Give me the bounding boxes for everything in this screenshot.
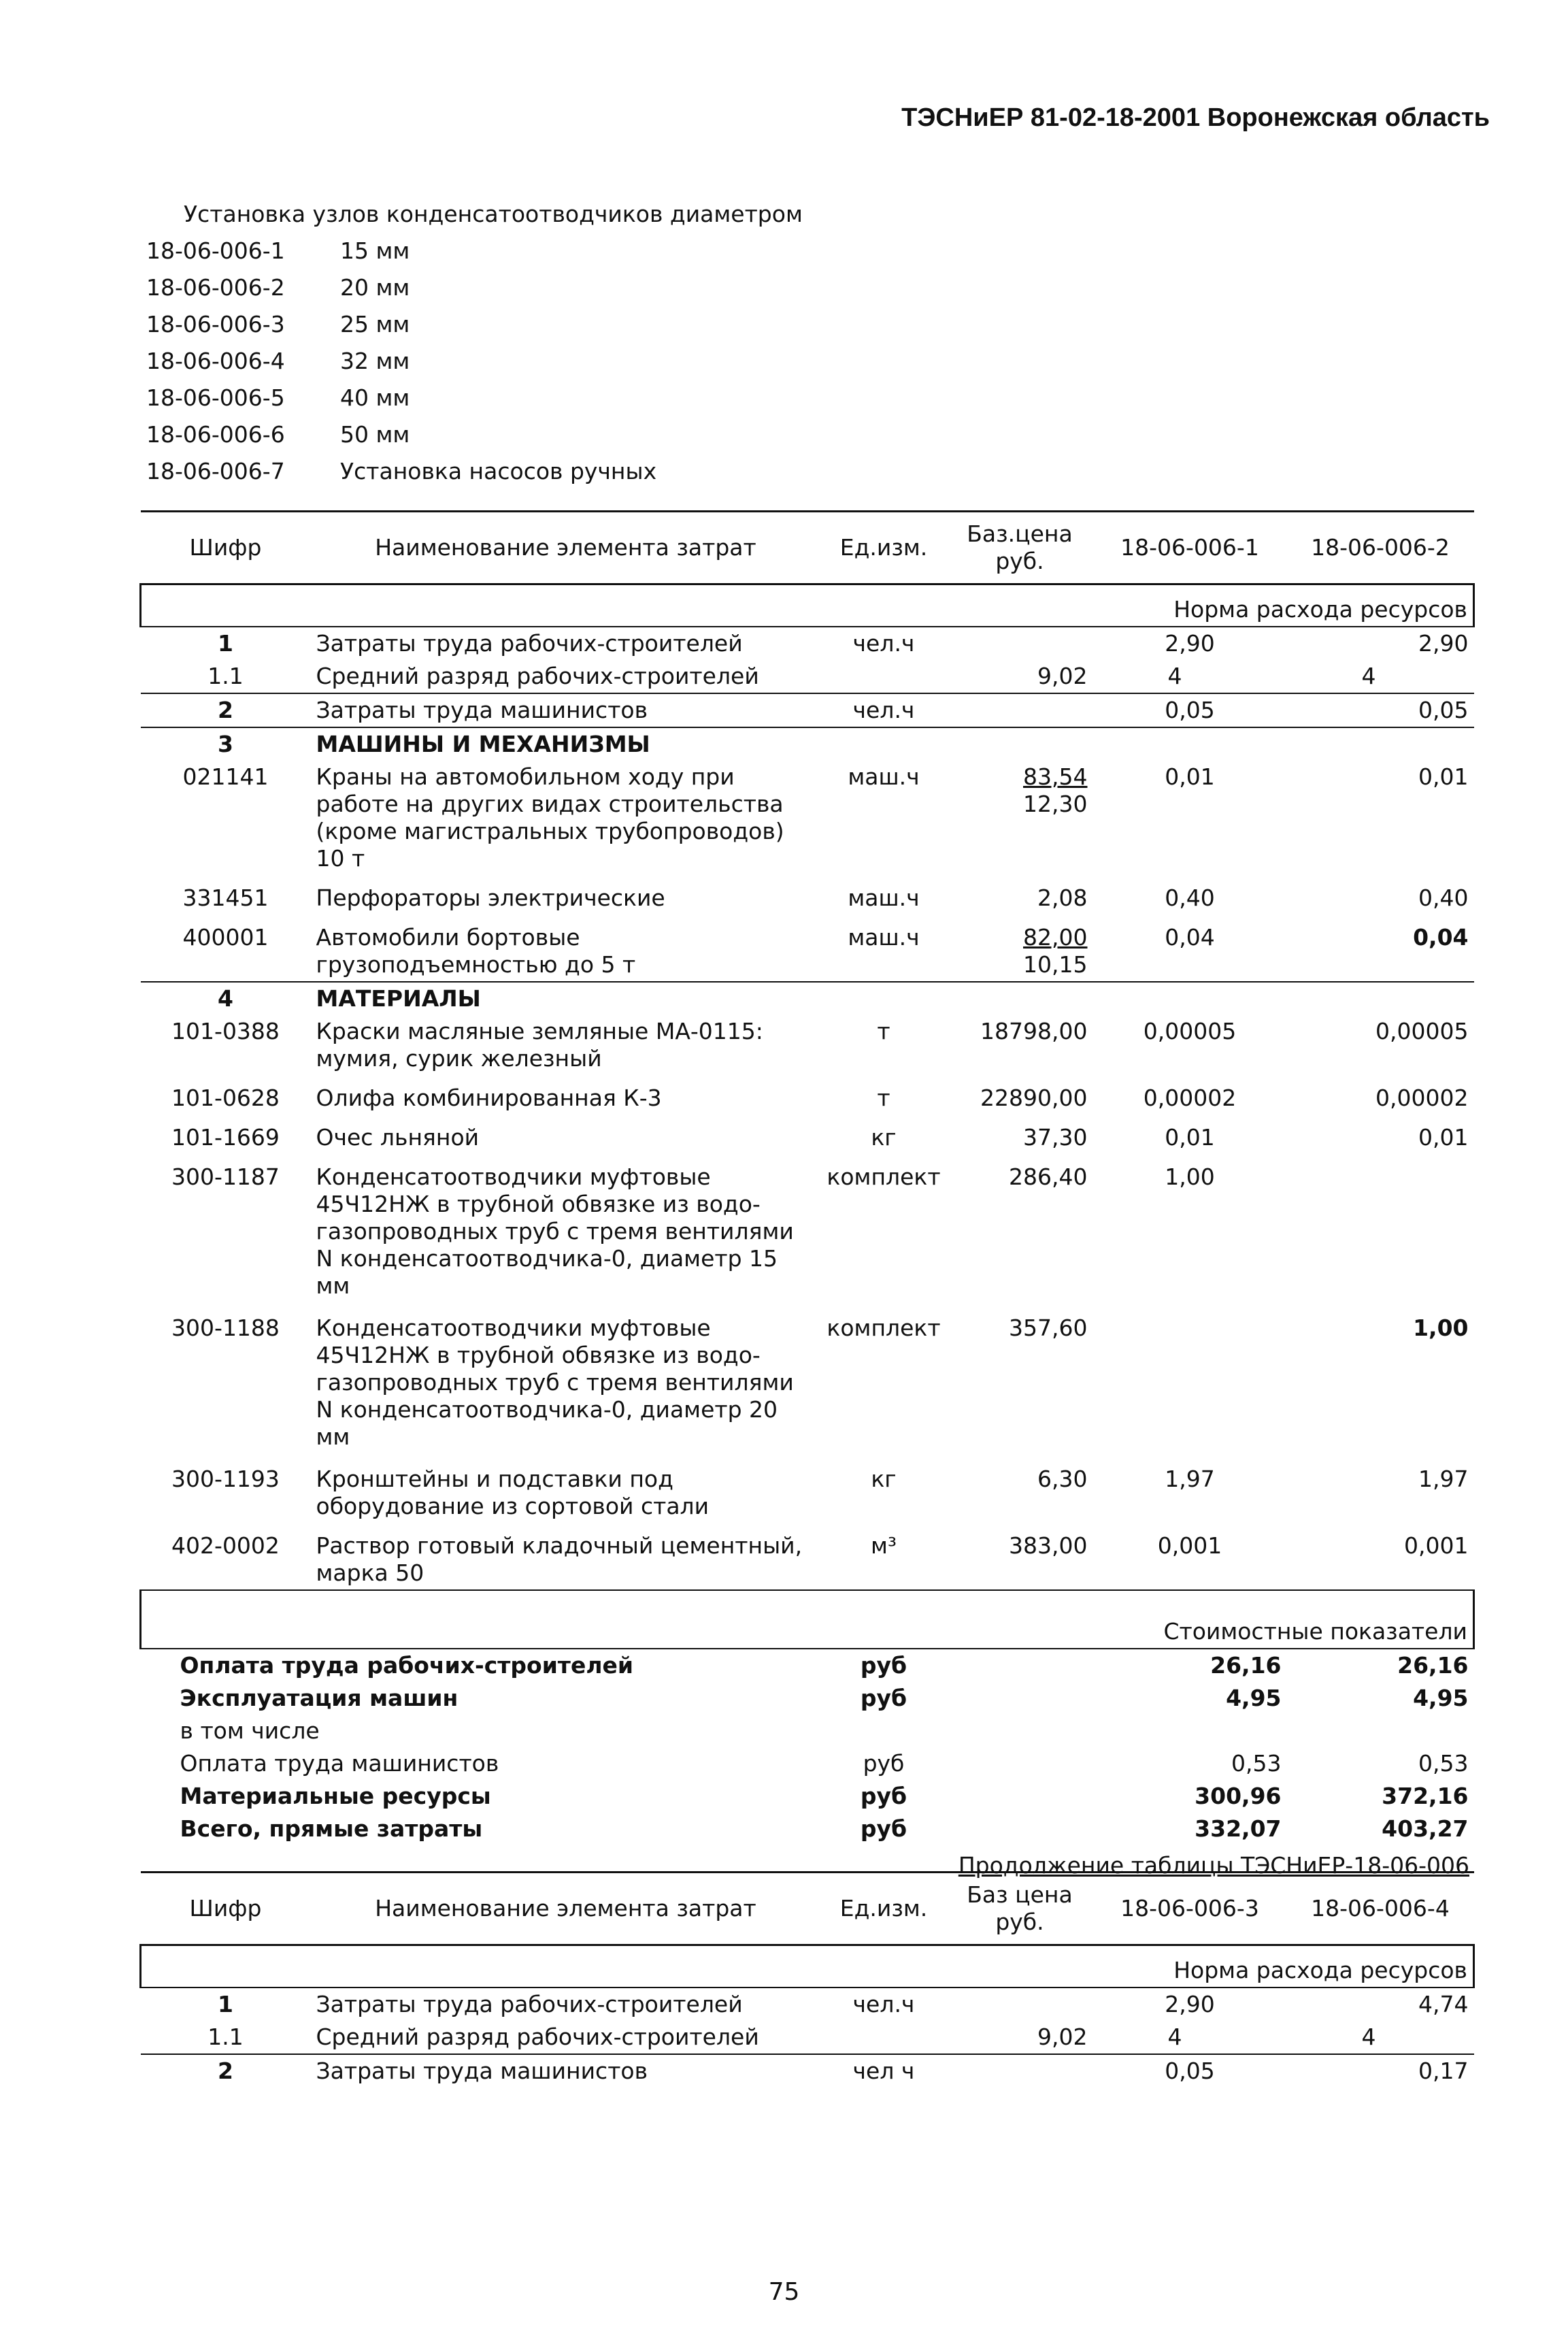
summary-price [947,1813,1093,1845]
summary-value-1: 26,16 [1093,1649,1287,1682]
cell-value-1: 1,97 [1165,1466,1215,1492]
cell-price [947,982,1093,1015]
norm-band-label: Норма расхода ресурсов [141,1945,1474,1988]
cell-name: Затраты труда машинистов [311,2054,821,2088]
col-header-norm-1: 18-06-006-3 [1093,1873,1287,1945]
cell-unit: кг [871,1466,897,1492]
cell-value-2: 0,001 [1404,1532,1469,1559]
cell-name: Краны на автомобильном ходу при работе на других видах строительства (кроме магистральных трубопроводов) 10 т [316,763,784,872]
cell-unit: чел.ч [821,627,947,660]
summary-value-2: 403,27 [1382,1815,1469,1842]
intro-code: 18-06-006-1 [146,237,285,264]
cell-name: Затраты труда рабочих-строителей [311,627,821,660]
col-header-price: Баз.цена руб. [947,512,1093,584]
cell-unit: маш.ч [848,885,920,911]
intro-item [146,380,803,416]
cell-name: МАШИНЫ И МЕХАНИЗМЫ [311,727,821,761]
cell-code: 1.1 [207,663,244,689]
col-header-unit: Ед.изм. [821,512,947,584]
summary-price [947,1649,1093,1682]
summary-unit: руб [860,1815,907,1842]
cell-unit: кг [871,1124,897,1151]
summary-name: в том числе [180,1717,320,1744]
cell-price [947,2054,1093,2088]
cell-code: 4 [141,982,311,1015]
intro-block [146,196,803,490]
cell-value-2: 0,04 [1413,924,1469,951]
cell-value-2 [1287,982,1474,1015]
intro-item [146,453,803,490]
intro-code: 18-06-006-7 [146,458,285,484]
cell-price: 2,08 [1037,885,1088,911]
cell-name: Раствор готовый кладочный цементный, марка 50 [316,1532,803,1586]
cell-name: Средний разряд рабочих-строителей [316,663,759,689]
cell-name: Конденсатоотводчики муфтовые 45Ч12НЖ в трубной обвязке из водо-газопроводных труб с тремя вентилями N конденсатоотводчика-0, диаметр 15 мм [316,1164,794,1299]
cell-name: Кронштейны и подставки под оборудование из сортовой стали [316,1466,710,1519]
summary-unit: руб [863,1750,905,1777]
cell-value-2: 1,00 [1413,1315,1469,1341]
col-header-code: Шифр [141,1873,311,1945]
cell-value-1 [1093,727,1287,761]
cell-unit [821,660,947,693]
intro-code: 18-06-006-6 [146,421,285,448]
cell-value-1: 2,90 [1093,627,1287,660]
cell-value-1: 2,90 [1093,1988,1287,2021]
resource-table-2 [139,1871,1475,2088]
cell-price [947,727,1093,761]
cell-code: 1 [141,627,311,660]
table-row [141,627,1474,660]
table-row [141,875,1474,914]
table-row [141,1154,1474,1302]
norm-band-row [141,584,1474,627]
cell-value-1: 0,04 [1165,924,1215,951]
cell-value-2: 4,74 [1287,1988,1474,2021]
cell-value-2: 0,01 [1418,1124,1469,1151]
intro-label: 15 мм [340,237,410,264]
table-row [141,982,1474,1015]
summary-name: Оплата труда рабочих-строителей [141,1649,821,1682]
cell-code: 101-1669 [171,1124,280,1151]
cell-value-2: 4 [1361,663,1376,689]
col-header-name: Наименование элемента затрат [311,1873,821,1945]
cell-price [947,627,1093,660]
table-header-row [141,512,1474,584]
cell-name: Автомобили бортовые грузоподъемностью до 5 т [316,924,636,978]
intro-item [146,416,803,453]
table-row [141,1015,1474,1075]
cell-unit: маш.ч [848,924,920,951]
table-row [141,914,1474,982]
norm-band-label: Норма расхода ресурсов [141,584,1474,627]
cell-code: 2 [141,2054,311,2088]
cell-value-1: 4 [1167,663,1182,689]
summary-row [141,1715,1474,1747]
summary-value-2 [1287,1715,1474,1747]
cost-band-label: Стоимостные показатели [141,1590,1474,1649]
table-row [141,761,1474,875]
intro-code: 18-06-006-4 [146,348,285,374]
table-row [141,727,1474,761]
summary-row [141,1780,1474,1813]
cell-value-1: 0,05 [1093,693,1287,727]
page-number: 75 [768,2278,800,2306]
cell-code: 2 [141,693,311,727]
cell-price: 357,60 [1009,1315,1088,1341]
summary-unit [821,1715,947,1747]
cell-code: 021141 [182,763,269,790]
cell-price: 6,30 [1037,1466,1088,1492]
cell-value-1: 0,001 [1157,1532,1222,1559]
norm-band-row [141,1945,1474,1988]
cell-unit: комплект [827,1315,941,1341]
cell-name: Перфораторы электрические [316,885,665,911]
table-row [141,1115,1474,1154]
summary-value-1: 332,07 [1195,1815,1282,1842]
cell-code: 402-0002 [171,1532,280,1559]
summary-row [141,1813,1474,1845]
intro-code: 18-06-006-5 [146,384,285,411]
summary-value-1: 300,96 [1195,1783,1282,1809]
price-value: 83,54 [1023,763,1088,790]
summary-value-1 [1093,1715,1287,1747]
cost-band-row [141,1590,1474,1649]
cell-price: 286,40 [1009,1164,1088,1190]
cell-value-2: 0,00002 [1375,1085,1469,1111]
summary-unit: руб [860,1783,907,1809]
summary-value-2: 0,53 [1418,1750,1469,1777]
cell-price: 9,02 [1037,663,1088,689]
summary-value-2: 4,95 [1413,1685,1469,1711]
summary-value-2: 26,16 [1287,1649,1474,1682]
col-header-price: Баз цена руб. [947,1873,1093,1945]
cell-price [947,914,1093,982]
cell-code: 101-0388 [171,1018,280,1044]
intro-label: Установка насосов ручных [340,458,657,484]
cell-value-1: 0,05 [1093,2054,1287,2088]
table-row [141,1453,1474,1523]
cell-unit [821,2021,947,2054]
intro-label: 50 мм [340,421,410,448]
cell-name: Краски масляные земляные МА-0115: мумия, сурик железный [316,1018,763,1072]
cell-name: Конденсатоотводчики муфтовые 45Ч12НЖ в трубной обвязке из водо-газопроводных труб с тремя вентилями N конденсатоотводчика-0, диаметр 20 мм [316,1315,794,1450]
cell-value-1: 0,01 [1165,763,1215,790]
cell-price: 383,00 [1009,1532,1088,1559]
intro-code: 18-06-006-2 [146,274,285,301]
cell-unit: чел.ч [821,1988,947,2021]
intro-item [146,343,803,380]
cell-unit [821,727,947,761]
summary-price [947,1715,1093,1747]
table-row [141,660,1474,693]
cell-code: 400001 [182,924,269,951]
intro-title: Установка узлов конденсатоотводчиков диаметром [184,201,803,227]
intro-item [146,269,803,306]
cell-code: 300-1193 [171,1466,280,1492]
col-header-unit: Ед.изм. [821,1873,947,1945]
table-row [141,1988,1474,2021]
summary-unit: руб [860,1685,907,1711]
summary-price [947,1747,1093,1780]
price-value: 82,00 [1023,924,1088,951]
cell-value-2: 2,90 [1287,627,1474,660]
cell-code: 101-0628 [171,1085,280,1111]
cell-price [947,693,1093,727]
cell-name: МАТЕРИАЛЫ [311,982,821,1015]
cell-unit: м³ [870,1532,897,1559]
summary-row [141,1747,1474,1780]
col-header-name: Наименование элемента затрат [311,512,821,584]
cell-price: 22890,00 [980,1085,1088,1111]
cell-price: 37,30 [1023,1124,1088,1151]
cell-name: Затраты труда машинистов [311,693,821,727]
cell-unit: чел ч [821,2054,947,2088]
price-secondary: 10,15 [1023,951,1088,978]
summary-value-1: 4,95 [1226,1685,1282,1711]
cell-name: Олифа комбинированная К-3 [316,1085,662,1111]
cell-price: 18798,00 [980,1018,1088,1044]
summary-row [141,1682,1474,1715]
cell-value-2: 4 [1361,2024,1376,2050]
cell-value-1: 0,00002 [1143,1085,1237,1111]
cell-value-2: 0,05 [1287,693,1474,727]
cell-value-2: 0,17 [1287,2054,1474,2088]
cell-code: 3 [141,727,311,761]
cell-name: Очес льняной [316,1124,480,1151]
cell-code: 300-1187 [171,1164,280,1190]
cell-value-1: 0,01 [1165,1124,1215,1151]
cell-unit: комплект [827,1164,941,1190]
cell-value-2 [1287,1154,1474,1302]
intro-label: 40 мм [340,384,410,411]
summary-name: Оплата труда машинистов [180,1750,499,1777]
col-header-norm-2: 18-06-006-2 [1287,512,1474,584]
col-header-norm-2: 18-06-006-4 [1287,1873,1474,1945]
table-row [141,2021,1474,2054]
intro-label: 32 мм [340,348,410,374]
summary-value-1: 0,53 [1231,1750,1282,1777]
intro-item [146,233,803,269]
table-row [141,1075,1474,1115]
cell-unit [821,982,947,1015]
intro-label: 25 мм [340,311,410,337]
cell-price: 9,02 [1037,2024,1088,2050]
summary-price [947,1780,1093,1813]
intro-code: 18-06-006-3 [146,311,285,337]
cell-value-2: 0,01 [1418,763,1469,790]
cell-value-2: 0,40 [1418,885,1469,911]
cell-unit: т [877,1018,890,1044]
col-header-code: Шифр [141,512,311,584]
intro-item [146,306,803,343]
cell-code: 1.1 [207,2024,244,2050]
cell-value-1: 4 [1167,2024,1182,2050]
summary-price [947,1682,1093,1715]
summary-value-2: 372,16 [1382,1783,1469,1809]
col-header-norm-1: 18-06-006-1 [1093,512,1287,584]
table-header-row [141,1873,1474,1945]
summary-row [141,1649,1474,1682]
price-secondary: 12,30 [1023,791,1088,817]
cell-unit: маш.ч [848,763,920,790]
table-row [141,1523,1474,1590]
cell-code: 331451 [182,885,269,911]
cell-unit: чел.ч [821,693,947,727]
cell-value-1: 0,40 [1165,885,1215,911]
cell-value-1 [1093,982,1287,1015]
continuation-note: Продолжение таблицы ТЭСНиЕР-18-06-006 [958,1852,1469,1879]
cell-value-2: 1,97 [1418,1466,1469,1492]
intro-label: 20 мм [340,274,410,301]
summary-name: Всего, прямые затраты [180,1815,483,1842]
cell-name: Затраты труда рабочих-строителей [311,1988,821,2021]
cell-price [947,761,1093,875]
cell-value-2 [1287,727,1474,761]
document-header: ТЭСНиЕР 81-02-18-2001 Воронежская область [901,103,1490,132]
summary-name: Эксплуатация машин [180,1685,458,1711]
table-row [141,2054,1474,2088]
summary-unit: руб [821,1649,947,1682]
cell-value-2: 0,00005 [1375,1018,1469,1044]
cell-value-1 [1093,1302,1287,1453]
cell-code: 300-1188 [171,1315,280,1341]
cell-value-1: 1,00 [1165,1164,1215,1190]
cell-code: 1 [141,1988,311,2021]
summary-name: Материальные ресурсы [180,1783,491,1809]
cell-value-1: 0,00005 [1143,1018,1237,1044]
table-row [141,1302,1474,1453]
cell-name: Средний разряд рабочих-строителей [316,2024,759,2050]
resource-table-1 [139,510,1475,1845]
cell-price [947,1988,1093,2021]
cell-unit: т [877,1085,890,1111]
table-row [141,693,1474,727]
